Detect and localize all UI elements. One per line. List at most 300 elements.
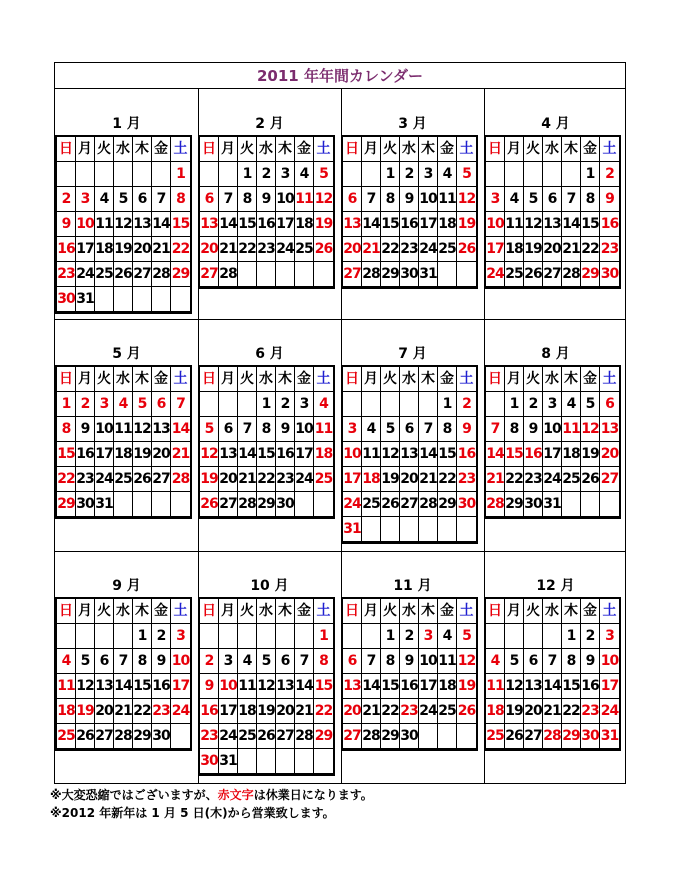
- empty-cell: [562, 162, 581, 187]
- weekday-header: 金: [581, 599, 600, 624]
- day-cell: 27: [343, 724, 362, 749]
- day-cell: 10: [343, 442, 362, 467]
- day-cell: 19: [381, 467, 400, 492]
- day-cell: 21: [114, 699, 133, 724]
- empty-cell: [238, 749, 257, 774]
- day-cell: 6: [524, 649, 543, 674]
- weekday-header: 土: [600, 599, 619, 624]
- day-cell: 11: [562, 417, 581, 442]
- day-cell: 3: [171, 624, 190, 649]
- empty-cell: [343, 392, 362, 417]
- day-cell: 24: [295, 467, 314, 492]
- empty-cell: [457, 262, 476, 287]
- day-cell: 17: [486, 237, 505, 262]
- day-cell: 31: [600, 724, 619, 749]
- day-cell: 31: [419, 262, 438, 287]
- day-cell: 22: [381, 237, 400, 262]
- empty-cell: [152, 492, 171, 517]
- month-grid: [198, 135, 335, 289]
- day-cell: 28: [562, 262, 581, 287]
- day-cell: 2: [257, 162, 276, 187]
- day-cell: 2: [581, 624, 600, 649]
- day-cell: 22: [257, 467, 276, 492]
- day-cell: 24: [419, 699, 438, 724]
- empty-cell: [314, 749, 333, 774]
- day-cell: 9: [276, 417, 295, 442]
- day-cell: 2: [57, 187, 76, 212]
- day-cell: 29: [314, 724, 333, 749]
- day-cell: 3: [295, 392, 314, 417]
- day-cell: 11: [505, 212, 524, 237]
- day-cell: 29: [381, 262, 400, 287]
- empty-cell: [362, 392, 381, 417]
- day-cell: 21: [419, 467, 438, 492]
- empty-cell: [419, 517, 438, 542]
- day-cell: 25: [505, 262, 524, 287]
- day-cell: 24: [419, 237, 438, 262]
- empty-cell: [257, 262, 276, 287]
- day-cell: 16: [76, 442, 95, 467]
- day-cell: 16: [581, 674, 600, 699]
- day-cell: 11: [114, 417, 133, 442]
- day-cell: 25: [114, 467, 133, 492]
- day-cell: 19: [314, 212, 333, 237]
- weekday-header: 水: [543, 137, 562, 162]
- day-cell: 12: [381, 442, 400, 467]
- day-cell: 13: [276, 674, 295, 699]
- day-cell: 15: [314, 674, 333, 699]
- day-cell: 19: [457, 674, 476, 699]
- day-cell: 15: [133, 674, 152, 699]
- day-cell: 17: [600, 674, 619, 699]
- weekday-header: 土: [457, 137, 476, 162]
- day-cell: 4: [505, 187, 524, 212]
- weekday-header: 水: [114, 599, 133, 624]
- day-cell: 2: [200, 649, 219, 674]
- day-cell: 26: [200, 492, 219, 517]
- day-cell: 20: [200, 237, 219, 262]
- weekday-header: 土: [171, 137, 190, 162]
- day-cell: 22: [57, 467, 76, 492]
- day-cell: 28: [171, 467, 190, 492]
- day-cell: 28: [362, 262, 381, 287]
- day-cell: 1: [171, 162, 190, 187]
- day-cell: 11: [438, 187, 457, 212]
- empty-cell: [76, 162, 95, 187]
- day-cell: 29: [581, 262, 600, 287]
- day-cell: 16: [152, 674, 171, 699]
- empty-cell: [314, 262, 333, 287]
- day-cell: 28: [114, 724, 133, 749]
- day-cell: 16: [57, 237, 76, 262]
- empty-cell: [57, 624, 76, 649]
- day-cell: 17: [276, 212, 295, 237]
- weekday-header: 日: [57, 137, 76, 162]
- weekday-header: 月: [219, 137, 238, 162]
- calendar-sheet: [54, 62, 626, 784]
- day-cell: 15: [438, 442, 457, 467]
- day-cell: 20: [152, 442, 171, 467]
- weekday-header: 火: [381, 137, 400, 162]
- weekday-header: 火: [524, 137, 543, 162]
- day-cell: 5: [524, 187, 543, 212]
- day-cell: 27: [600, 467, 619, 492]
- day-cell: 7: [419, 417, 438, 442]
- day-cell: 14: [362, 674, 381, 699]
- day-cell: 5: [581, 392, 600, 417]
- day-cell: 21: [362, 699, 381, 724]
- month-title: 5 月: [112, 346, 141, 362]
- weekday-header: 月: [505, 599, 524, 624]
- empty-cell: [457, 724, 476, 749]
- day-cell: 23: [76, 467, 95, 492]
- day-cell: 25: [238, 724, 257, 749]
- day-cell: 28: [543, 724, 562, 749]
- empty-cell: [152, 287, 171, 312]
- day-cell: 5: [314, 162, 333, 187]
- day-cell: 25: [362, 492, 381, 517]
- day-cell: 8: [562, 649, 581, 674]
- day-cell: 30: [457, 492, 476, 517]
- weekday-header: 水: [400, 599, 419, 624]
- day-cell: 6: [219, 417, 238, 442]
- day-cell: 12: [457, 649, 476, 674]
- day-cell: 27: [200, 262, 219, 287]
- day-cell: 29: [438, 492, 457, 517]
- day-cell: 9: [600, 187, 619, 212]
- month-title: 3 月: [398, 116, 427, 132]
- weekday-header: 木: [133, 599, 152, 624]
- day-cell: 24: [600, 699, 619, 724]
- day-cell: 12: [114, 212, 133, 237]
- day-cell: 23: [152, 699, 171, 724]
- day-cell: 15: [581, 212, 600, 237]
- weekday-header: 火: [95, 599, 114, 624]
- day-cell: 16: [600, 212, 619, 237]
- weekday-header: 金: [295, 137, 314, 162]
- day-cell: 14: [543, 674, 562, 699]
- weekday-header: 火: [238, 137, 257, 162]
- day-cell: 2: [524, 392, 543, 417]
- day-cell: 10: [171, 649, 190, 674]
- day-cell: 8: [57, 417, 76, 442]
- day-cell: 29: [133, 724, 152, 749]
- day-cell: 14: [295, 674, 314, 699]
- weekday-header: 月: [505, 367, 524, 392]
- day-cell: 21: [543, 699, 562, 724]
- day-cell: 21: [152, 237, 171, 262]
- day-cell: 12: [257, 674, 276, 699]
- empty-cell: [238, 262, 257, 287]
- weekday-header: 日: [200, 599, 219, 624]
- day-cell: 11: [362, 442, 381, 467]
- month-grid: [484, 365, 621, 519]
- weekday-header: 日: [343, 599, 362, 624]
- day-cell: 8: [171, 187, 190, 212]
- day-cell: 9: [257, 187, 276, 212]
- day-cell: 30: [581, 724, 600, 749]
- day-cell: 18: [505, 237, 524, 262]
- day-cell: 14: [114, 674, 133, 699]
- day-cell: 2: [457, 392, 476, 417]
- empty-cell: [314, 492, 333, 517]
- day-cell: 16: [524, 442, 543, 467]
- day-cell: 13: [543, 212, 562, 237]
- month-title: 2 月: [255, 116, 284, 132]
- day-cell: 18: [95, 237, 114, 262]
- empty-cell: [524, 624, 543, 649]
- day-cell: 8: [238, 187, 257, 212]
- empty-cell: [362, 517, 381, 542]
- day-cell: 21: [238, 467, 257, 492]
- weekday-header: 金: [152, 367, 171, 392]
- day-cell: 7: [171, 392, 190, 417]
- empty-cell: [457, 517, 476, 542]
- day-cell: 10: [543, 417, 562, 442]
- day-cell: 15: [505, 442, 524, 467]
- day-cell: 14: [152, 212, 171, 237]
- month-title: 9 月: [112, 578, 141, 594]
- day-cell: 7: [362, 649, 381, 674]
- empty-cell: [438, 262, 457, 287]
- empty-cell: [505, 162, 524, 187]
- day-cell: 4: [438, 162, 457, 187]
- day-cell: 26: [381, 492, 400, 517]
- month-grid: [484, 135, 621, 289]
- day-cell: 4: [362, 417, 381, 442]
- weekday-header: 日: [343, 137, 362, 162]
- day-cell: 12: [76, 674, 95, 699]
- day-cell: 29: [505, 492, 524, 517]
- day-cell: 19: [114, 237, 133, 262]
- day-cell: 24: [343, 492, 362, 517]
- day-cell: 27: [219, 492, 238, 517]
- weekday-header: 水: [114, 367, 133, 392]
- weekday-header: 月: [76, 137, 95, 162]
- day-cell: 14: [562, 212, 581, 237]
- day-cell: 31: [543, 492, 562, 517]
- day-cell: 22: [581, 237, 600, 262]
- weekday-header: 土: [171, 599, 190, 624]
- weekday-header: 金: [438, 137, 457, 162]
- empty-cell: [581, 492, 600, 517]
- weekday-header: 日: [57, 599, 76, 624]
- month-grid: [55, 135, 192, 314]
- day-cell: 4: [114, 392, 133, 417]
- empty-cell: [219, 624, 238, 649]
- empty-cell: [295, 262, 314, 287]
- day-cell: 21: [171, 442, 190, 467]
- day-cell: 9: [400, 187, 419, 212]
- day-cell: 14: [419, 442, 438, 467]
- day-cell: 25: [57, 724, 76, 749]
- day-cell: 20: [95, 699, 114, 724]
- day-cell: 7: [562, 187, 581, 212]
- weekday-header: 水: [400, 367, 419, 392]
- month-grid: [341, 365, 478, 544]
- month-title: 12 月: [536, 578, 575, 594]
- day-cell: 27: [95, 724, 114, 749]
- empty-cell: [486, 162, 505, 187]
- day-cell: 6: [600, 392, 619, 417]
- weekday-header: 月: [362, 367, 381, 392]
- calendar-title: 2011 年年間カレンダー: [55, 63, 625, 89]
- day-cell: 1: [57, 392, 76, 417]
- day-cell: 6: [95, 649, 114, 674]
- day-cell: 11: [486, 674, 505, 699]
- empty-cell: [381, 517, 400, 542]
- day-cell: 30: [276, 492, 295, 517]
- empty-cell: [114, 287, 133, 312]
- day-cell: 17: [76, 237, 95, 262]
- day-cell: 16: [400, 674, 419, 699]
- weekday-header: 火: [524, 599, 543, 624]
- weekday-header: 木: [276, 599, 295, 624]
- day-cell: 15: [57, 442, 76, 467]
- day-cell: 12: [457, 187, 476, 212]
- day-cell: 25: [95, 262, 114, 287]
- day-cell: 3: [600, 624, 619, 649]
- day-cell: 4: [314, 392, 333, 417]
- empty-cell: [133, 492, 152, 517]
- month-title: 10 月: [250, 578, 289, 594]
- day-cell: 10: [486, 212, 505, 237]
- day-cell: 11: [295, 187, 314, 212]
- day-cell: 4: [438, 624, 457, 649]
- day-cell: 23: [600, 237, 619, 262]
- day-cell: 20: [400, 467, 419, 492]
- day-cell: 25: [295, 237, 314, 262]
- weekday-header: 火: [524, 367, 543, 392]
- day-cell: 17: [219, 699, 238, 724]
- day-cell: 26: [257, 724, 276, 749]
- day-cell: 3: [543, 392, 562, 417]
- day-cell: 13: [152, 417, 171, 442]
- day-cell: 1: [438, 392, 457, 417]
- day-cell: 3: [76, 187, 95, 212]
- day-cell: 18: [314, 442, 333, 467]
- note-text: ※大変恐縮ではございますが、: [50, 788, 218, 802]
- weekday-header: 土: [600, 367, 619, 392]
- day-cell: 4: [486, 649, 505, 674]
- empty-cell: [486, 392, 505, 417]
- day-cell: 27: [524, 724, 543, 749]
- notes: [50, 786, 373, 822]
- weekday-header: 土: [600, 137, 619, 162]
- day-cell: 12: [314, 187, 333, 212]
- day-cell: 27: [400, 492, 419, 517]
- day-cell: 30: [57, 287, 76, 312]
- empty-cell: [171, 492, 190, 517]
- day-cell: 1: [314, 624, 333, 649]
- day-cell: 23: [57, 262, 76, 287]
- weekday-header: 土: [314, 137, 333, 162]
- empty-cell: [133, 287, 152, 312]
- weekday-header: 水: [543, 367, 562, 392]
- day-cell: 19: [200, 467, 219, 492]
- weekday-header: 金: [438, 367, 457, 392]
- weekday-header: 火: [238, 367, 257, 392]
- empty-cell: [600, 492, 619, 517]
- empty-cell: [133, 162, 152, 187]
- day-cell: 21: [562, 237, 581, 262]
- day-cell: 3: [343, 417, 362, 442]
- day-cell: 8: [381, 649, 400, 674]
- empty-cell: [381, 392, 400, 417]
- day-cell: 13: [133, 212, 152, 237]
- day-cell: 1: [133, 624, 152, 649]
- day-cell: 18: [438, 674, 457, 699]
- day-cell: 5: [457, 162, 476, 187]
- day-cell: 3: [276, 162, 295, 187]
- empty-cell: [505, 624, 524, 649]
- day-cell: 4: [562, 392, 581, 417]
- day-cell: 1: [505, 392, 524, 417]
- day-cell: 16: [257, 212, 276, 237]
- weekday-header: 水: [257, 137, 276, 162]
- weekday-header: 火: [95, 367, 114, 392]
- day-cell: 21: [219, 237, 238, 262]
- day-cell: 24: [219, 724, 238, 749]
- weekday-header: 金: [581, 367, 600, 392]
- day-cell: 24: [486, 262, 505, 287]
- day-cell: 30: [400, 724, 419, 749]
- day-cell: 20: [219, 467, 238, 492]
- day-cell: 8: [438, 417, 457, 442]
- day-cell: 28: [486, 492, 505, 517]
- day-cell: 17: [95, 442, 114, 467]
- day-cell: 18: [295, 212, 314, 237]
- day-cell: 10: [419, 649, 438, 674]
- day-cell: 25: [438, 699, 457, 724]
- day-cell: 3: [219, 649, 238, 674]
- day-cell: 5: [257, 649, 276, 674]
- day-cell: 21: [362, 237, 381, 262]
- day-cell: 14: [219, 212, 238, 237]
- empty-cell: [152, 162, 171, 187]
- month-grid: [484, 597, 621, 751]
- day-cell: 2: [400, 162, 419, 187]
- day-cell: 5: [505, 649, 524, 674]
- day-cell: 21: [295, 699, 314, 724]
- empty-cell: [257, 624, 276, 649]
- month-title: 7 月: [398, 346, 427, 362]
- day-cell: 25: [562, 467, 581, 492]
- day-cell: 14: [486, 442, 505, 467]
- empty-cell: [543, 162, 562, 187]
- day-cell: 26: [114, 262, 133, 287]
- day-cell: 15: [257, 442, 276, 467]
- day-cell: 1: [257, 392, 276, 417]
- empty-cell: [95, 287, 114, 312]
- month-title: 4 月: [541, 116, 570, 132]
- weekday-header: 月: [505, 137, 524, 162]
- day-cell: 28: [219, 262, 238, 287]
- day-cell: 7: [543, 649, 562, 674]
- weekday-header: 火: [381, 599, 400, 624]
- weekday-header: 月: [362, 137, 381, 162]
- weekday-header: 月: [219, 367, 238, 392]
- day-cell: 7: [219, 187, 238, 212]
- day-cell: 27: [133, 262, 152, 287]
- day-cell: 4: [238, 649, 257, 674]
- day-cell: 15: [562, 674, 581, 699]
- day-cell: 28: [238, 492, 257, 517]
- empty-cell: [343, 162, 362, 187]
- day-cell: 17: [543, 442, 562, 467]
- day-cell: 25: [486, 724, 505, 749]
- day-cell: 3: [419, 624, 438, 649]
